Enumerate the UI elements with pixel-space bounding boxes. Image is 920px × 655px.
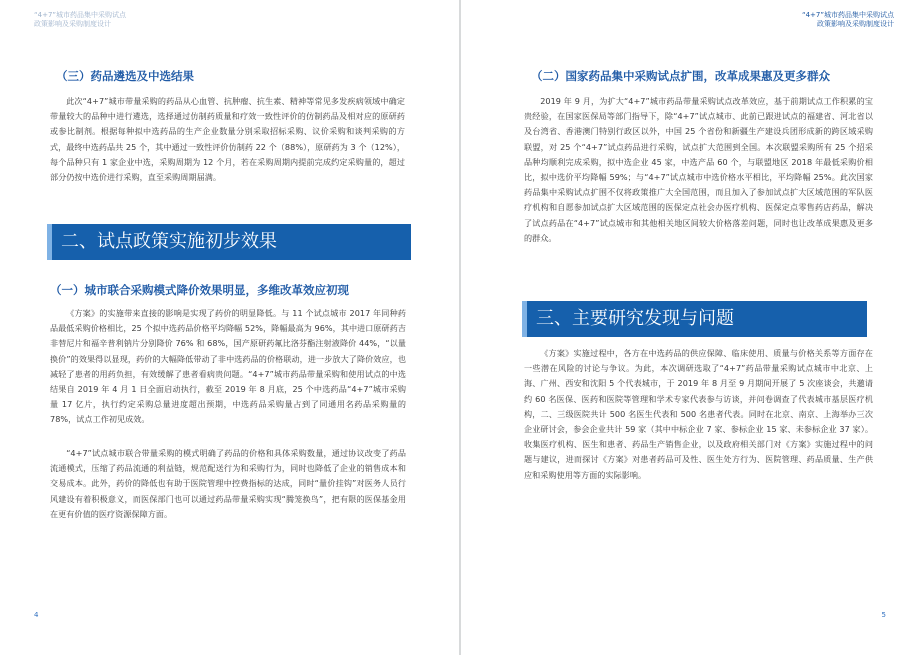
chapter-banner — [47, 224, 411, 260]
header-line2: 政策影响及采购制度设计 — [817, 20, 894, 28]
chapter-banner — [522, 301, 867, 337]
banner-accent-bar — [522, 301, 527, 337]
left-page — [0, 0, 459, 655]
running-header — [34, 11, 126, 29]
banner-title: 二、试点政策实施初步效果 — [61, 231, 277, 252]
running-header — [802, 11, 894, 29]
page-number: 4 — [34, 611, 39, 619]
header-line1: “4+7”城市药品集中采购试点 — [801, 11, 894, 19]
header-line1: “4+7”城市药品集中采购试点 — [34, 11, 127, 19]
banner-title: 三、主要研究发现与问题 — [536, 308, 734, 329]
body-paragraph: “4+7”试点城市联合带量采购的模式明确了药品的价格和具体采购数量，通过协议改变了药品流通模式，压缩了药品流通的利益链，规范配送行为和采购行为，同时也降低了企业的销售成本和交易成本。此外，药价的降低也有助于医院管理中控费指标的达成，同时“量价挂钩”对医务人员行风建设有着积极意义，而医保部门也可以通过药品带量采购实现“腾笼换鸟”，把有限的医保基金用在更有价值的医疗资源保障方面。 — [50, 448, 406, 519]
page-number: 5 — [881, 611, 886, 619]
section-heading: （二）国家药品集中采购试点扩围，改革成果惠及更多群众 — [531, 69, 830, 83]
header-line2: 政策影响及采购制度设计 — [34, 20, 111, 28]
body-paragraph: 《方案》实施过程中，各方在中选药品的供应保障、临床使用、质量与价格关系等方面存在一些潜在风险的讨论与争议。为此，本次调研选取了“4+7”药品带量采购试点城市中北京、上海、广州、西安和沈阳 5 个代表城市，于 2019 年 8 月至 9 月期间开展了 5 次座谈会，共邀请约 60 名医保、医药和医院等管理和学术专家代表参与访谈，并问卷调查了代表城市基层医疗机构，二、三级医院共计 500 名医生代表和 500 名患者代表。同时在北京、南京、上海举办三次企业研讨会，参会企业共计 59 家（其中中标企业 7 家、参标企业 15 家、未参标企业 37 家）。收集医疗机构、医生和患者、药品生产销售企业，以及政府相关部门对《方案》实施过程中的问题与建议，进而探讨《方案》对患者药品可及性、医生处方行为、医院管理、药品质量、生产供应和采购使用等方面的实际影响。 — [524, 348, 873, 480]
right-page — [461, 0, 920, 655]
section-heading: （一）城市联合采购模式降价效果明显，多维改革效应初现 — [50, 283, 349, 297]
section-heading: （三）药品遴选及中选结果 — [56, 69, 194, 83]
body-paragraph: 2019 年 9 月，为扩大“4+7”城市药品带量采购试点改革效应，基于前期试点工作积累的宝贵经验，在国家医保局等部门指导下，除“4+7”试点城市、此前已跟进试点的福建省、河北省以及台湾省、香港澳门特别行政区以外，中国 25 个省份和新疆生产建设兵团形成新的跨区域采购联盟，对 25 个“4+7”试点药品进行采购，试点扩大范围到全国。本次联盟采购所有 25 个招采品种均顺利完成采购，拟中选企业 45 家，中选产品 60 个，与联盟地区 2018 年最低采购价相比，拟中选价平均降幅 59%；与“4+7”试点城市中选价格水平相比，平均降幅 25%。此次国家药品集中采购试点扩围不仅将政策推广大全国范围，而且加入了参加试点扩大区域范围的军队医疗机构和自愿参加试点扩大区域范围的医保定点社会办医疗机构、医保定点零售药店药品，解决了试点药品在“4+7”试点城市和其他相关地区间较大价格落差问题，同时也让改革成果惠及更多的群众。 — [524, 96, 873, 243]
banner-accent-bar — [47, 224, 52, 260]
body-paragraph: 《方案》的实施带来直接的影响是实现了药价的明显降低。与 11 个试点城市 2017 年同种药品最低采购价格相比，25 个拟中选药品价格平均降幅 52%，降幅最高为 96%，其中进口原研药吉非替尼片和福辛普利钠片分别降价 76% 和 68%，国产原研药氟比洛芬酯注射液降价 44%，“以量换价”的效果得以显现，药价的大幅降低带动了非中选药品的价格联动，进一步放大了降价效应，也减轻了患者的用药负担，有效缓解了患者看病贵问题。“4+7”城市药品带量采购和使用试点的中选结果自 2019 年 4 月 1 日全面启动执行，截至 2019 年 8 月底，25 个中选药品“4+7”城市采购量 17 亿片，执行约定采购总量进度超出预期，中选药品采购量占到了同通用名药品采购量的 78%，试点工作初见成效。 — [50, 308, 406, 425]
body-paragraph: 此次“4+7”城市带量采购的药品从心血管、抗肿瘤、抗生素、精神等常见多发疾病领域中确定带量较大的品种中进行遴选，选择通过仿制药质量和疗效一致性评价的仿制药品及相对应的原研药或参比制剂。根据每种拟中选药品的生产企业数量分别采取招标采购、议价采购和谈判采购的方式，最终中选药品共 25 个，其中通过一致性评价仿制药 22 个（88%），原研药为 3 个（12%），每个品种只有 1 家企业中选，采购周期为 12 个月，若在采购周期内提前完成约定采购量的，超过部分仍按中选价进行采购，直至采购周期届满。 — [50, 96, 405, 183]
